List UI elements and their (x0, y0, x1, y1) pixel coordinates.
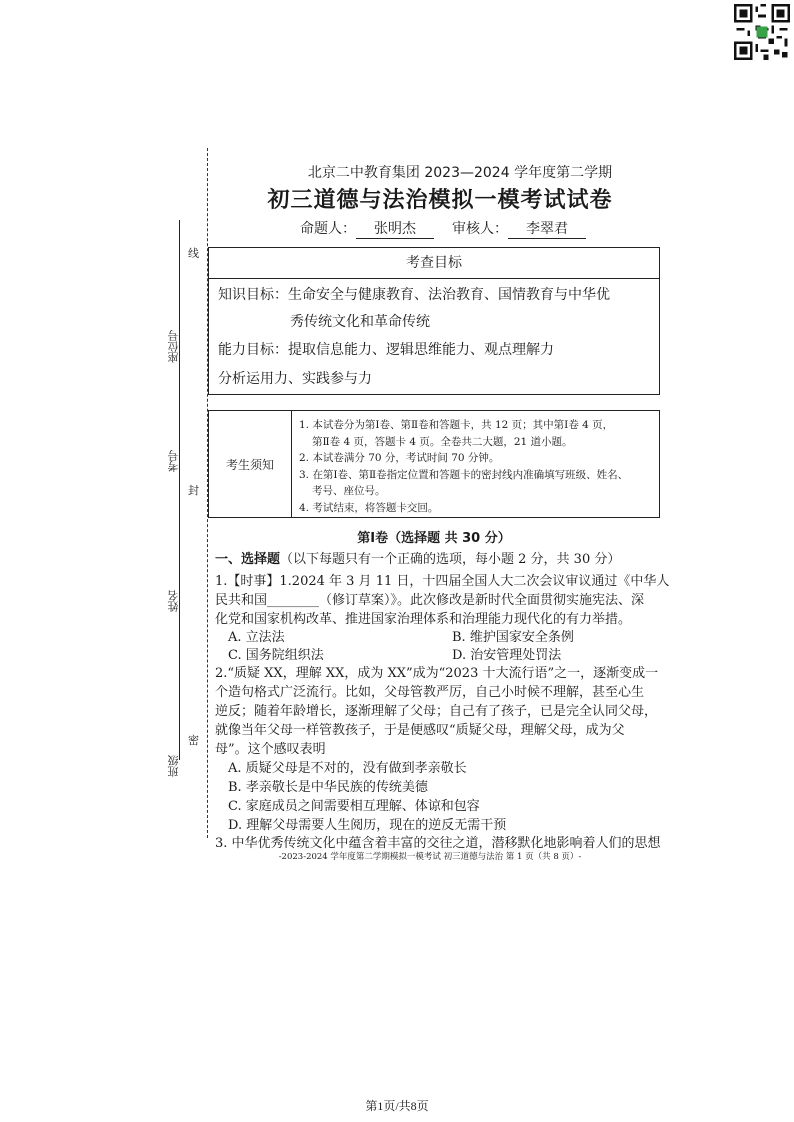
instruction-bold: 一、选择题 (215, 552, 281, 567)
qr-code (734, 4, 790, 60)
rule-1a: 1. 本试卷分为第Ⅰ卷、第Ⅱ卷和答题卡，共 12 页；其中第Ⅰ卷 4 页， (299, 419, 614, 431)
rule-3b: 考号、座位号。 (312, 485, 386, 497)
q1-option-a: A. 立法法 (228, 630, 285, 645)
exam-number-label: 考号 (167, 450, 180, 472)
q1-option-c: C. 国务院组织法 (228, 648, 324, 663)
seal-mark-seal: 封 (188, 484, 199, 497)
school-line: 北京二中教育集团 2023—2024 学年度第二学期 (307, 165, 613, 181)
q2-line-1: 2.“质疑 XX，理解 XX，成为 XX”成为“2023 十大流行语”之一，逐渐变成一 (215, 666, 659, 681)
seal-mark-dense: 密 (188, 734, 199, 747)
author-name: 张明杰 (356, 218, 434, 239)
notice-label: 考生须知 (209, 411, 292, 517)
fill-line (179, 220, 180, 760)
reviewer-label: 审核人： (452, 221, 508, 237)
q1-option-d: D. 治安管理处罚法 (452, 648, 562, 663)
rule-4: 4. 考试结束，将答题卡交回。 (299, 501, 439, 514)
section-instructions (215, 548, 620, 567)
ability-line-2: 分析运用力、实践参与力 (218, 371, 372, 387)
rule-2: 2. 本试卷满分 70 分，考试时间 70 分钟。 (299, 452, 500, 464)
author-label: 命题人： (300, 221, 356, 237)
seal-mark-line: 线 (188, 247, 199, 260)
section-title: 第Ⅰ卷（选择题 共 30 分） (357, 531, 511, 546)
author-line (300, 218, 604, 239)
q2-line-2: 个造句格式广泛流行。比如，父母管教严厉，自己小时候不理解，甚至心生 (215, 685, 645, 700)
q1-option-b: B. 维护国家安全条例 (452, 630, 574, 645)
instruction-rest: （以下每题只有一个正确的选项，每小题 2 分，共 30 分） (280, 552, 621, 567)
q2-option-c: C. 家庭成员之间需要相互理解、体谅和包容 (228, 799, 480, 814)
objectives-heading: 考查目标 (209, 248, 659, 279)
ability-line-1: 能力目标：提取信息能力、逻辑思维能力、观点理解力 (218, 342, 554, 358)
exam-title: 初三道德与法治模拟一模考试试卷 (267, 188, 613, 213)
q1-line-1: 1.【时事】1.2024 年 3 月 11 日，十四届全国人大二次会议审议通过《中华人 (215, 574, 670, 589)
seat-number-label: 座位号 (167, 330, 180, 363)
q3-line-1: 3. 中华优秀传统文化中蕴含着丰富的交往之道，潜移默化地影响着人们的思想 (215, 836, 661, 851)
class-label: 班级 (167, 755, 180, 777)
page-number: 第1页/共8页 (365, 1099, 429, 1113)
q2-line-4: 就像当年父母一样管教孩子，于是便感叹“质疑父母，理解父母，成为父 (215, 723, 625, 738)
q2-option-b: B. 孝亲敬长是中华民族的传统美德 (228, 780, 428, 795)
q2-option-d: D. 理解父母需要人生阅历，现在的逆反无需干预 (228, 818, 507, 833)
objectives-box (208, 247, 660, 395)
q1-line-3: 化党和国家机构改革、推进国家治理体系和治理能力现代化的有力举措。 (215, 612, 632, 627)
page-footer: -2023-2024 学年度第二学期模拟一模考试 初三道德与法治 第 1 页（共 8 页）- (278, 852, 582, 862)
knowledge-line-2: 秀传统文化和革命传统 (290, 314, 430, 330)
rule-3a: 3. 在第Ⅰ卷、第Ⅱ卷指定位置和答题卡的密封线内准确填写班级、姓名、 (299, 468, 629, 481)
name-label: 姓名 (167, 590, 180, 612)
q1-line-2: 民共和国________（修订草案）》。此次修改是新时代全面贯彻实施宪法、深 (215, 593, 645, 608)
q2-line-5: 母”。这个感叹表明 (215, 742, 326, 757)
knowledge-line-1: 知识目标：生命安全与健康教育、法治教育、国情教育与中华优 (218, 287, 610, 303)
q2-line-3: 逆反；随着年龄增长，逐渐理解了父母；自己有了孩子，已是完全认同父母， (215, 704, 658, 719)
notice-box (208, 410, 660, 518)
q2-option-a: A. 质疑父母是不对的，没有做到孝亲敬长 (228, 761, 467, 776)
rule-1b: 第Ⅱ卷 4 页，答题卡 4 页。全卷共二大题，21 道小题。 (312, 435, 573, 448)
reviewer-name: 李翠君 (508, 218, 586, 239)
notice-rules (299, 417, 628, 516)
